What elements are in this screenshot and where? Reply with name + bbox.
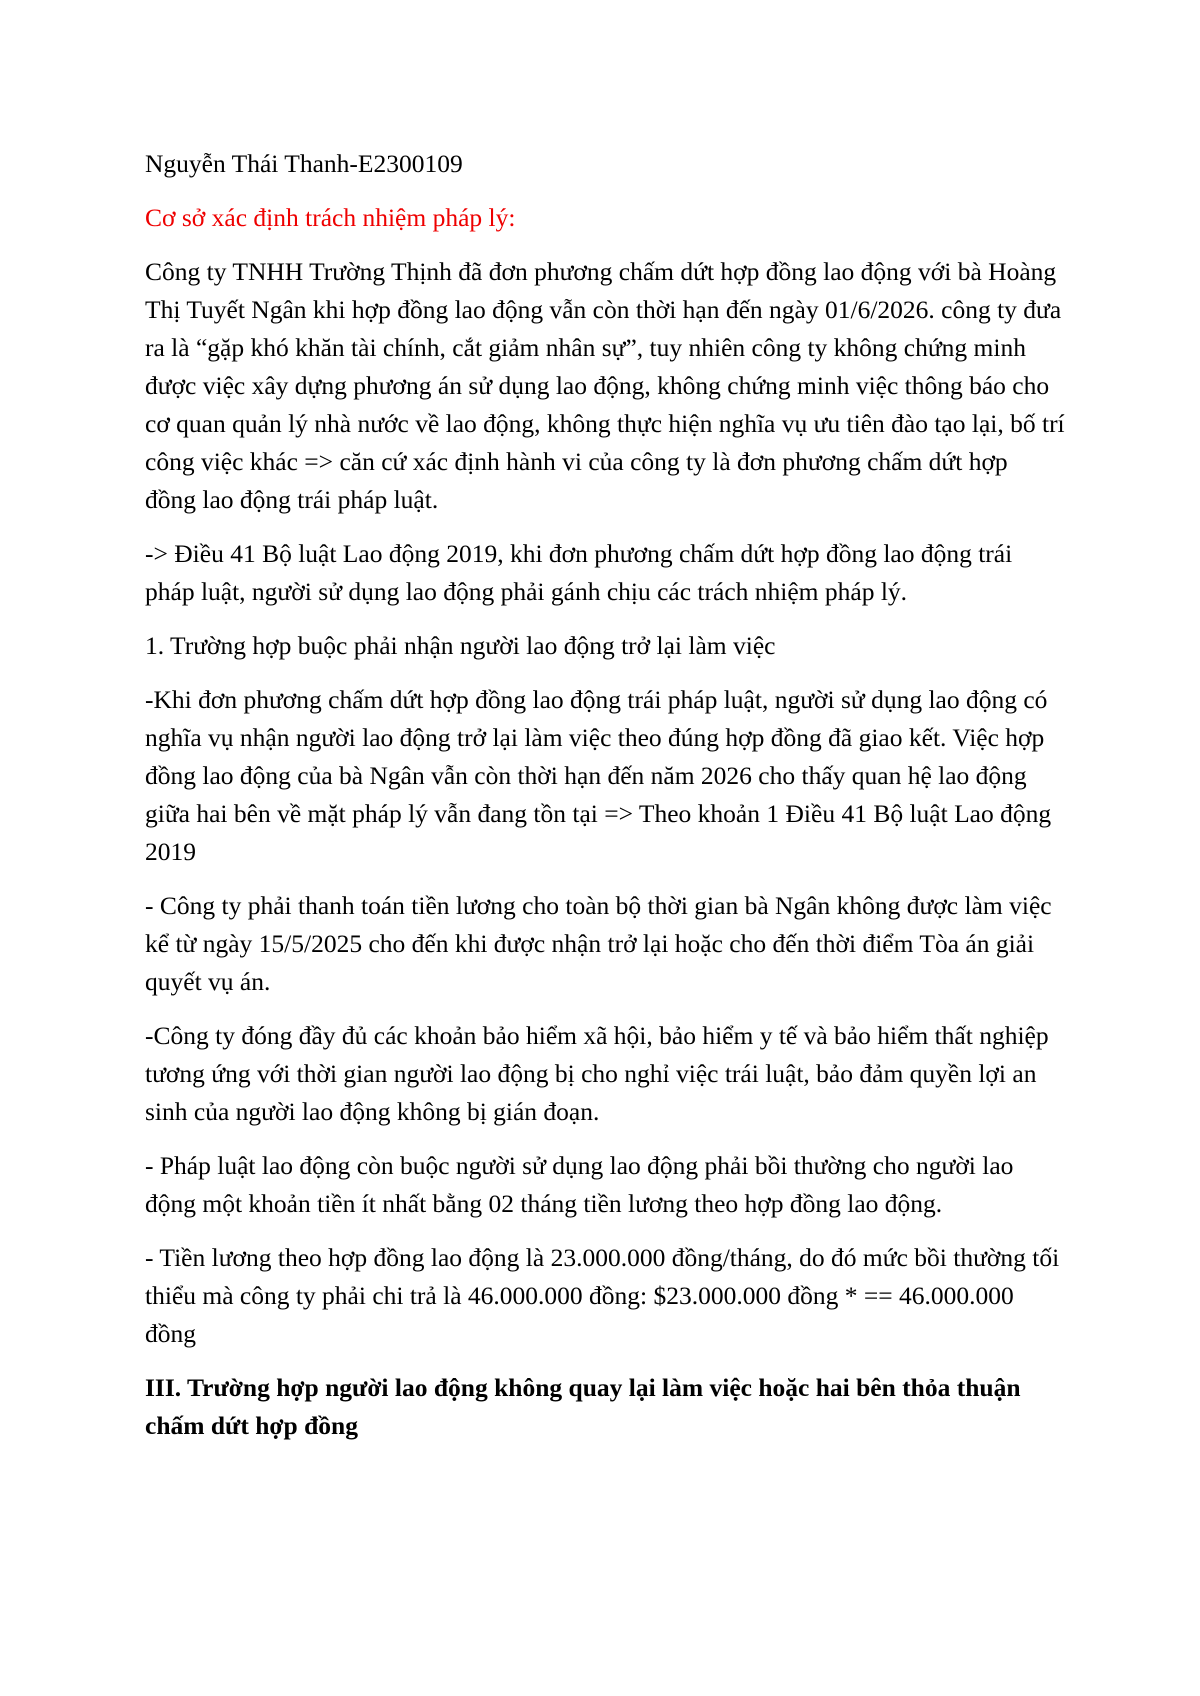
paragraph-intro: Công ty TNHH Trường Thịnh đã đơn phương chấm dứt hợp đồng lao động với bà Hoàng Thị Tuyết Ngân khi hợp đồng lao động vẫn còn thời hạn đến ngày 01/6/2026. công ty đưa ra là “gặp khó khăn tài chính, cắt giảm nhân sự”, tuy nhiên công ty không chứng minh được việc xây dựng phương án sử dụng lao động, không chứng minh việc thông báo cho cơ quan quản lý nhà nước về lao động, không thực hiện nghĩa vụ ưu tiên đào tạo lại, bố trí công việc khác => căn cứ xác định hành vi của công ty là đơn phương chấm dứt hợp đồng lao động trái pháp luật. xyxy=(145,257,1065,514)
section-heading: Cơ sở xác định trách nhiệm pháp lý: xyxy=(145,203,516,232)
paragraph-reinstatement: -Khi đơn phương chấm dứt hợp đồng lao động trái pháp luật, người sử dụng lao động có nghĩa vụ nhận người lao động trở lại làm việc theo đúng hợp đồng đã giao kết. Việc hợp đồng lao động của bà Ngân vẫn còn thời hạn đến năm 2026 cho thấy quan hệ lao động giữa hai bên về mặt pháp lý vẫn đang tồn tại => Theo khoản 1 Điều 41 Bộ luật Lao động 2019 xyxy=(145,685,1052,866)
document-body xyxy=(145,145,1065,1461)
bold-heading-case-3: III. Trường hợp người lao động không quay lại làm việc hoặc hai bên thỏa thuận chấm dứt hợp đồng xyxy=(145,1373,1021,1440)
paragraph-salary-payment: - Công ty phải thanh toán tiền lương cho toàn bộ thời gian bà Ngân không được làm việc kể từ ngày 15/5/2025 cho đến khi được nhận trở lại hoặc cho đến thời điểm Tòa án giải quyết vụ án. xyxy=(145,891,1052,996)
paragraph-compensation-amount: - Tiền lương theo hợp đồng lao động là 23.000.000 đồng/tháng, do đó mức bồi thường tối thiểu mà công ty phải chi trả là 46.000.000 đồng: $23.000.000 đồng * == 46.000.000 đồng xyxy=(145,1243,1060,1348)
subheading-case-1: 1. Trường hợp buộc phải nhận người lao động trở lại làm việc xyxy=(145,631,776,660)
paragraph-article-41: -> Điều 41 Bộ luật Lao động 2019, khi đơn phương chấm dứt hợp đồng lao động trái pháp luật, người sử dụng lao động phải gánh chịu các trách nhiệm pháp lý. xyxy=(145,539,1013,606)
paragraph-compensation: - Pháp luật lao động còn buộc người sử dụng lao động phải bồi thường cho người lao động một khoản tiền ít nhất bằng 02 tháng tiền lương theo hợp đồng lao động. xyxy=(145,1151,1014,1218)
author-line: Nguyễn Thái Thanh-E2300109 xyxy=(145,149,463,178)
paragraph-insurance: -Công ty đóng đầy đủ các khoản bảo hiểm xã hội, bảo hiểm y tế và bảo hiểm thất nghiệp tương ứng với thời gian người lao động bị cho nghỉ việc trái luật, bảo đảm quyền lợi an sinh của người lao động không bị gián đoạn. xyxy=(145,1021,1049,1126)
